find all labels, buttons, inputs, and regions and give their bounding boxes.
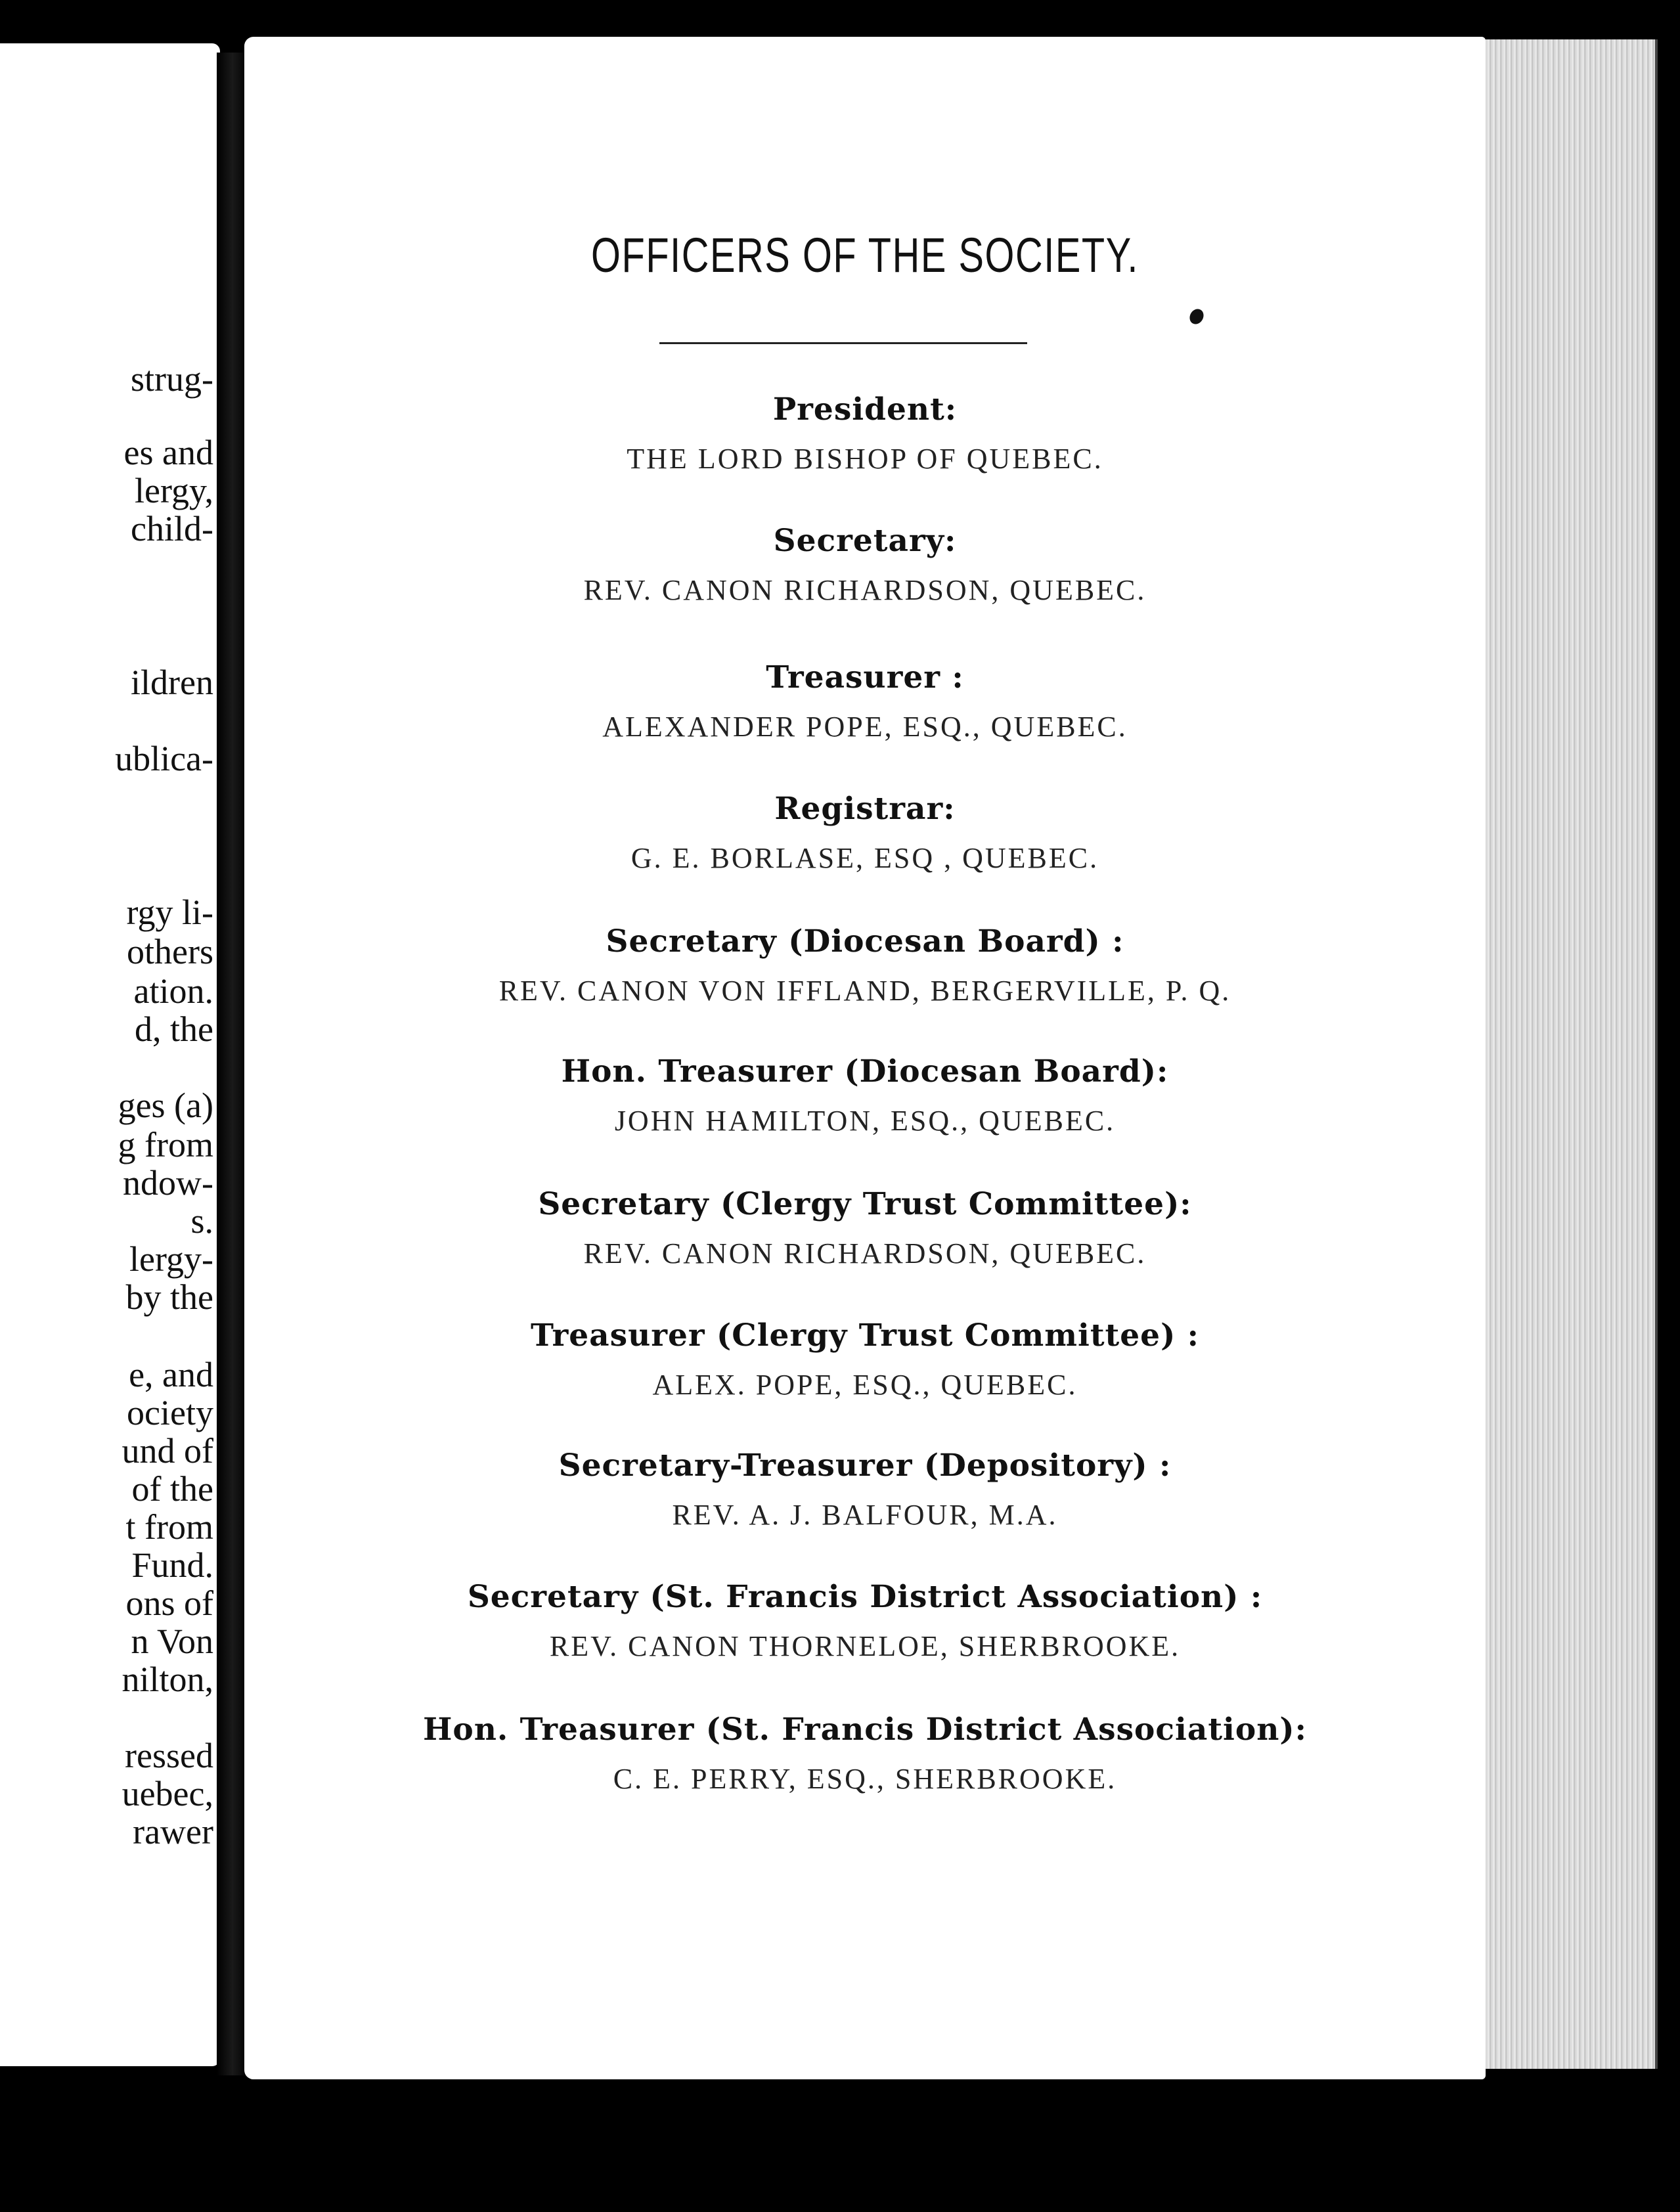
left-line: ndow- bbox=[123, 1163, 213, 1203]
left-line: es and bbox=[123, 433, 213, 472]
left-line: und of bbox=[122, 1431, 213, 1471]
left-line: n Von bbox=[131, 1622, 213, 1661]
officer-entry bbox=[244, 791, 1486, 875]
left-line: by the bbox=[125, 1277, 213, 1317]
office-heading: Registrar: bbox=[774, 791, 956, 827]
left-line: uebec, bbox=[122, 1774, 213, 1813]
officer-entry bbox=[244, 1579, 1486, 1663]
left-line: Fund. bbox=[131, 1545, 213, 1585]
officer-name: C. E. PERRY, ESQ., SHERBROOKE. bbox=[613, 1763, 1117, 1795]
officer-entry bbox=[244, 523, 1486, 607]
page-edges bbox=[1471, 39, 1658, 2069]
officer-entry bbox=[244, 1186, 1486, 1270]
left-line: of the bbox=[131, 1469, 213, 1509]
office-heading: Secretary (St. Francis District Association) : bbox=[467, 1579, 1263, 1615]
office-heading: Secretary (Diocesan Board) : bbox=[606, 923, 1124, 960]
officer-entry bbox=[244, 1317, 1486, 1402]
left-line: s. bbox=[190, 1201, 213, 1241]
officer-name: G. E. BORLASE, ESQ , QUEBEC. bbox=[630, 842, 1099, 874]
left-line: ges (a) bbox=[118, 1086, 213, 1125]
left-line: d, the bbox=[135, 1009, 213, 1049]
left-line: ressed bbox=[125, 1736, 213, 1775]
left-line: lergy, bbox=[135, 471, 213, 510]
office-heading: Treasurer (Clergy Trust Committee) : bbox=[530, 1317, 1200, 1354]
left-line: ublica- bbox=[115, 739, 213, 778]
officer-entry bbox=[244, 1053, 1486, 1138]
left-line: ons of bbox=[125, 1583, 213, 1623]
officer-name: ALEXANDER POPE, ESQ., QUEBEC. bbox=[602, 711, 1128, 743]
page-title: OFFICERS OF THE SOCIETY. bbox=[591, 228, 1139, 282]
officer-entry bbox=[244, 659, 1486, 743]
officer-entry bbox=[244, 1712, 1486, 1796]
left-line: strug- bbox=[131, 359, 213, 399]
left-line: child- bbox=[131, 509, 213, 548]
office-heading: Treasurer : bbox=[766, 659, 964, 696]
office-heading: President: bbox=[772, 391, 958, 428]
left-line: rawer bbox=[133, 1812, 213, 1851]
office-heading: Hon. Treasurer (Diocesan Board): bbox=[561, 1053, 1169, 1090]
ink-spot bbox=[1187, 307, 1206, 327]
left-line: ociety bbox=[127, 1393, 213, 1432]
officer-name: REV. CANON RICHARDSON, QUEBEC. bbox=[583, 1237, 1147, 1270]
book-gutter bbox=[217, 53, 248, 2075]
office-heading: Secretary-Treasurer (Depository) : bbox=[558, 1448, 1172, 1484]
officer-name: ALEX. POPE, ESQ., QUEBEC. bbox=[652, 1369, 1078, 1401]
left-line: e, and bbox=[129, 1355, 213, 1394]
left-line: ildren bbox=[131, 663, 213, 702]
left-line: g from bbox=[118, 1125, 213, 1164]
officer-entry bbox=[244, 391, 1486, 476]
officer-name: REV. CANON VON IFFLAND, BERGERVILLE, P. Q. bbox=[498, 975, 1231, 1007]
officer-name: THE LORD BISHOP OF QUEBEC. bbox=[627, 443, 1103, 475]
officer-name: REV. CANON THORNELOE, SHERBROOKE. bbox=[549, 1630, 1181, 1662]
right-page bbox=[244, 37, 1486, 2079]
office-heading: Secretary (Clergy Trust Committee): bbox=[538, 1186, 1192, 1222]
officer-entry bbox=[244, 923, 1486, 1007]
officer-name: JOHN HAMILTON, ESQ., QUEBEC. bbox=[614, 1105, 1116, 1137]
left-line: t from bbox=[125, 1507, 213, 1547]
officer-name: REV. A. J. BALFOUR, M.A. bbox=[672, 1499, 1058, 1531]
office-heading: Secretary: bbox=[773, 523, 957, 559]
title-rule bbox=[659, 342, 1027, 344]
left-line: rgy li- bbox=[126, 893, 213, 932]
office-heading: Hon. Treasurer (St. Francis District Association): bbox=[422, 1712, 1307, 1748]
left-line: nilton, bbox=[122, 1660, 213, 1699]
left-line: others bbox=[127, 932, 213, 971]
left-line: lergy- bbox=[129, 1239, 213, 1279]
officer-name: REV. CANON RICHARDSON, QUEBEC. bbox=[583, 574, 1147, 606]
left-line: ation. bbox=[133, 971, 213, 1011]
left-page bbox=[0, 43, 220, 2066]
officer-entry bbox=[244, 1448, 1486, 1532]
